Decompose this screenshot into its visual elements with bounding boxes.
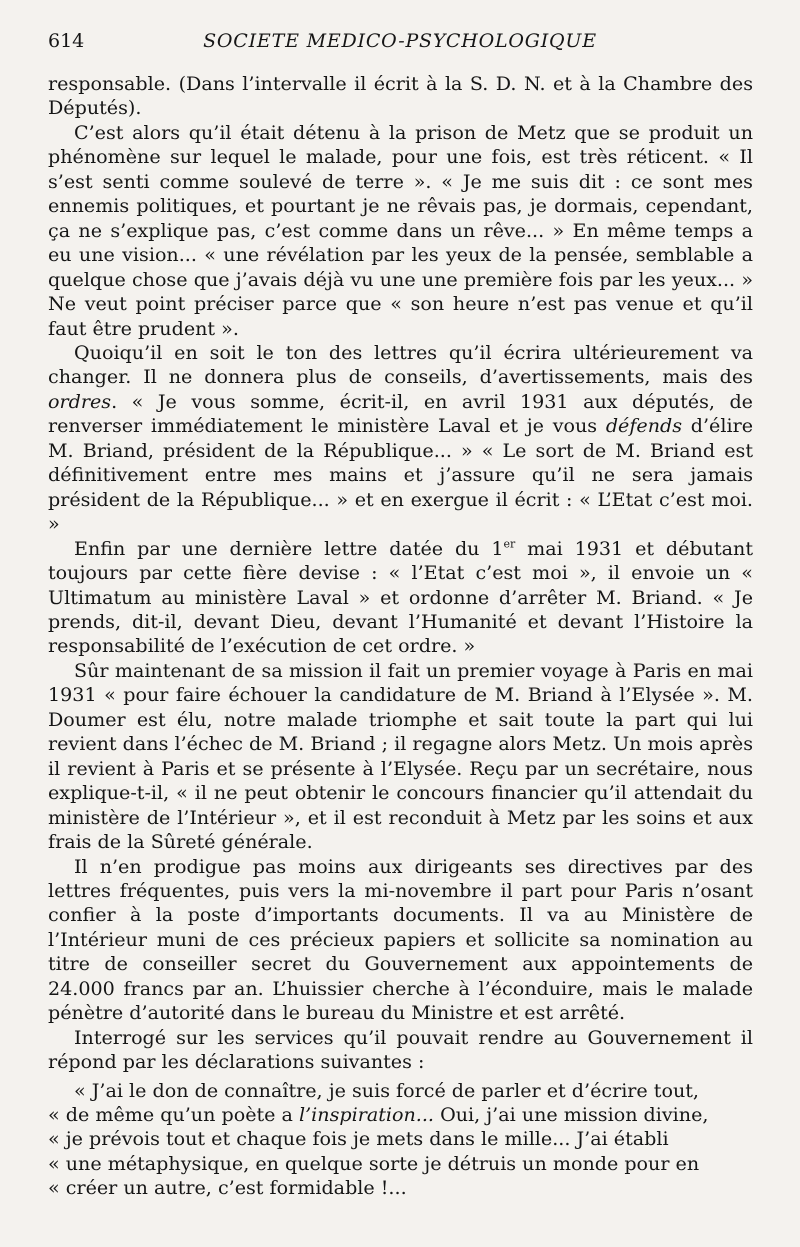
page-header: [48, 30, 752, 60]
text-run: « je prévois tout et chaque fois je mets dans le mille... J’ai établi: [48, 1127, 669, 1151]
text-run: Il n’en prodigue pas moins aux dirigeants ses directives par des lettres fréquentes, puis vers la mi-novembre il part pour Paris n’osant confier à la poste d’importants documents. Il va au Ministère de l’Intérieur muni de ces précieux papiers et sollicite sa nomination au titre de conseiller secret du Gouvernement aux appointements de 24.000 francs par an. L’huissier cherche à l’éconduire, mais le malade pénètre d’autorité dans le bureau du Ministre et est arrêté.: [48, 854, 753, 1025]
body-text: [48, 72, 753, 1201]
text-run: . « Je vous somme, écrit-il, en avril 1931 aux députés, de renverser immédiatement le ministère Laval et je vous: [48, 389, 753, 438]
quote-line: [48, 1127, 753, 1151]
italic-text: ordres: [48, 389, 112, 413]
text-run: mai 1931 et débutant toujours par cette fière devise : « l’Etat c’est moi », il envoie un « Ultimatum au ministère Laval » et ordonne d’arrêter M. Briand. « Je prends, dit-il, devant Dieu, devant l’Humanité et devant l’Histoire la responsabilité de l’exécution de cet ordre. »: [48, 536, 753, 658]
text-run: « de même qu’un poète a: [48, 1103, 299, 1127]
paragraph: [48, 659, 753, 855]
text-run: Sûr maintenant de sa mission il fait un premier voyage à Paris en mai 1931 « pour faire échouer la candidature de M. Briand à l’Elysée ». M. Doumer est élu, notre malade triomphe et sait toute la part qui lui revient dans l’échec de M. Briand ; il regagne alors Metz. Un mois après il revient à Paris et se présente à l’Elysée. Reçu par un secrétaire, nous explique-t-il, « il ne peut obtenir le concours financier qu’il attendait du ministère de l’Intérieur », et il est reconduit à Metz par les soins et aux frais de la Sûreté générale.: [48, 658, 753, 854]
text-run: Interrogé sur les services qu’il pouvait rendre au Gouvernement il répond par les déclarations suivantes :: [48, 1025, 753, 1074]
page-number: 614: [48, 30, 85, 52]
paragraph: [48, 341, 753, 537]
italic-text: l’inspiration...: [299, 1103, 434, 1127]
text-run: d’élire M. Briand, président de la République... » « Le sort de M. Briand est définitivement entre mes mains et j’assure qu’il ne sera jamais président de la République... » et en exergue il écrit : « L’Etat c’est moi. »: [48, 414, 753, 536]
italic-text: défends: [605, 414, 683, 438]
quote-line: [48, 1152, 753, 1176]
text-run: Quoiqu’il en soit le ton des lettres qu’il écrira ultérieurement va changer. Il ne donnera plus de conseils, d’avertissements, mais des: [48, 340, 753, 389]
text-run: Oui, j’ai une mission divine,: [434, 1103, 709, 1127]
text-run: « J’ai le don de connaître, je suis forcé de parler et d’écrire tout,: [74, 1078, 700, 1102]
quote-line: [48, 1079, 753, 1103]
text-run: « créer un autre, c’est formidable !...: [48, 1176, 407, 1200]
text-run: Enfin par une dernière lettre datée du 1: [74, 536, 504, 560]
quotation-block: [48, 1079, 753, 1201]
text-run: responsable. (Dans l’intervalle il écrit à la S. D. N. et à la Chambre des Députés).: [48, 72, 753, 120]
running-title: SOCIETE MEDICO-PSYCHOLOGIQUE: [203, 30, 597, 52]
superscript: er: [503, 537, 516, 551]
text-run: « une métaphysique, en quelque sorte je détruis un monde pour en: [48, 1151, 700, 1175]
paragraph: [48, 855, 753, 1026]
quote-line: [48, 1103, 753, 1127]
paragraph: [48, 72, 753, 121]
paragraph: [48, 1026, 753, 1075]
text-run: C’est alors qu’il était détenu à la prison de Metz que se produit un phénomène sur lequel le malade, pour une fois, est très réticent. « Il s’est senti comme soulevé de terre ». « Je me suis dit : ce sont mes ennemis politiques, et pourtant je ne rêvais pas, je dormais, cependant, ça ne s’explique pas, c’est comme dans un rêve... » En même temps a eu une vision... « une révélation par les yeux de la pensée, semblable a quelque chose que j’avais déjà vu une une première fois par les yeux... » Ne veut point préciser parce que « son heure n’est pas venue et qu’il faut être prudent ».: [48, 120, 753, 340]
quote-line: [48, 1176, 753, 1200]
paragraph: [48, 537, 753, 659]
paragraph: [48, 121, 753, 341]
